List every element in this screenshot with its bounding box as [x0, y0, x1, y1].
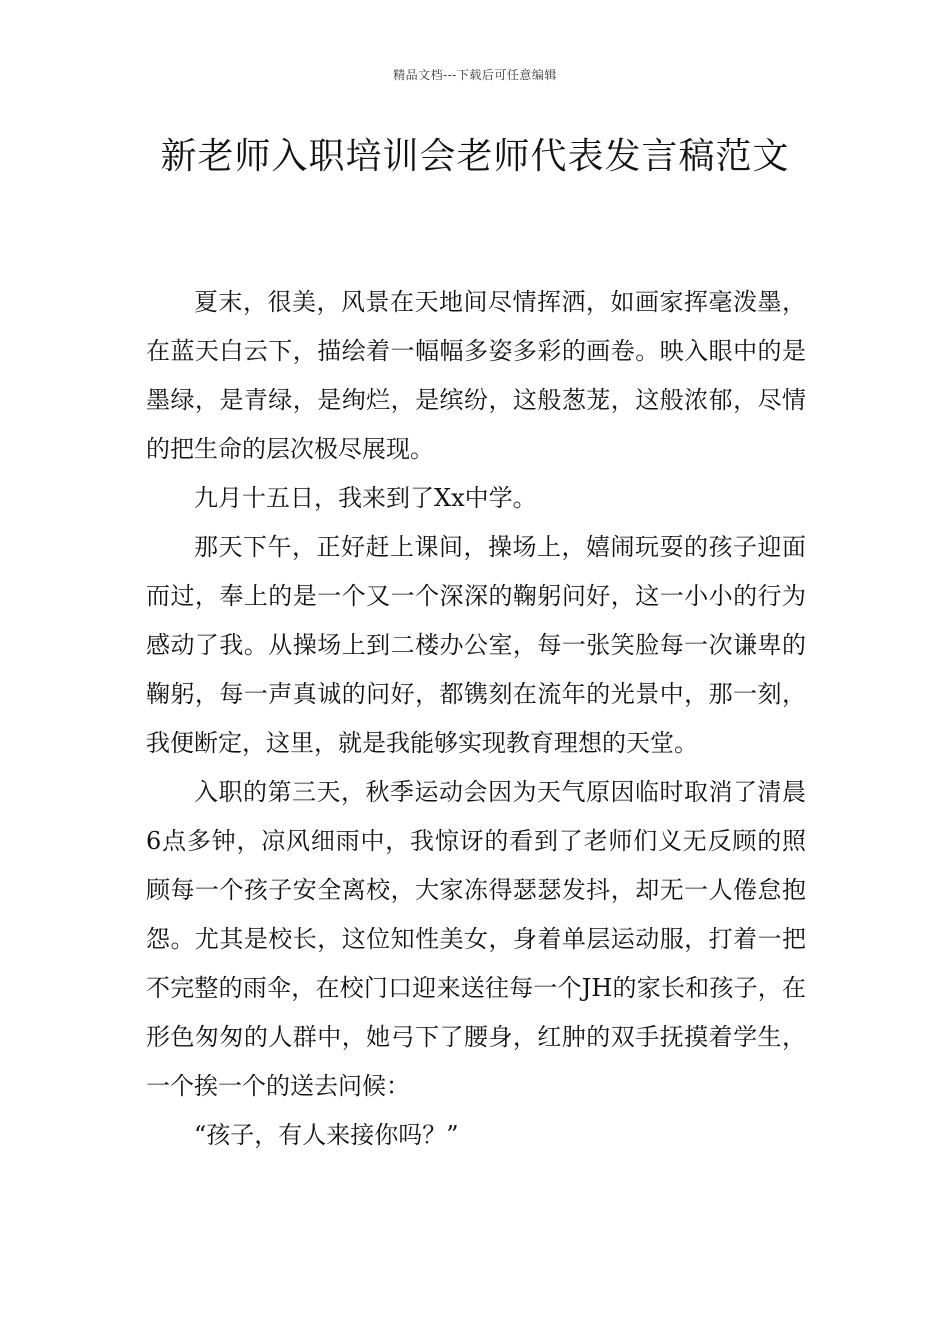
page-title: 新老师入职培训会老师代表发言稿范文	[160, 136, 790, 177]
paragraph-5: “孩子，有人来接你吗？”	[194, 1121, 459, 1149]
paragraph-4: 入职的第三天，秋季运动会因为天气原因临时取消了清晨6点多钟，凉风细雨中，我惊讶的看到了老师们义无反顾的照顾每一个孩子安全离校，大家冻得瑟瑟发抖，却无一人倦怠抱怨。尤其是校长，这位知性美女，身着单层运动服，打着一把不完整的雨伞，在校门口迎来送往每一个JH的家长和孩子，在形色匆匆的人群中，她弓下了腰身，红肿的双手抚摸着学生，一个挨一个的送去问候：	[146, 778, 806, 1100]
header-note: 精品文档---下载后可任意编辑	[393, 68, 557, 82]
paragraph-3: 那天下午，正好赶上课间，操场上，嬉闹玩耍的孩子迎面而过，奉上的是一个又一个深深的鞠躬问好，这一小小的行为感动了我。从操场上到二楼办公室，每一张笑脸每一次谦卑的鞠躬，每一声真诚的问好，都镌刻在流年的光景中，那一刻，我便断定，这里，就是我能够实现教育理想的天堂。	[146, 533, 806, 757]
paragraph-2: 九月十五日，我来到了Xx中学。	[194, 484, 537, 512]
document-body	[146, 278, 806, 1160]
paragraph-1: 夏末，很美，风景在天地间尽情挥洒，如画家挥毫泼墨，在蓝天白云下，描绘着一幅幅多姿多彩的画卷。映入眼中的是墨绿，是青绿，是绚烂，是缤纷，这般葱茏，这般浓郁，尽情的把生命的层次极尽展现。	[146, 288, 806, 463]
